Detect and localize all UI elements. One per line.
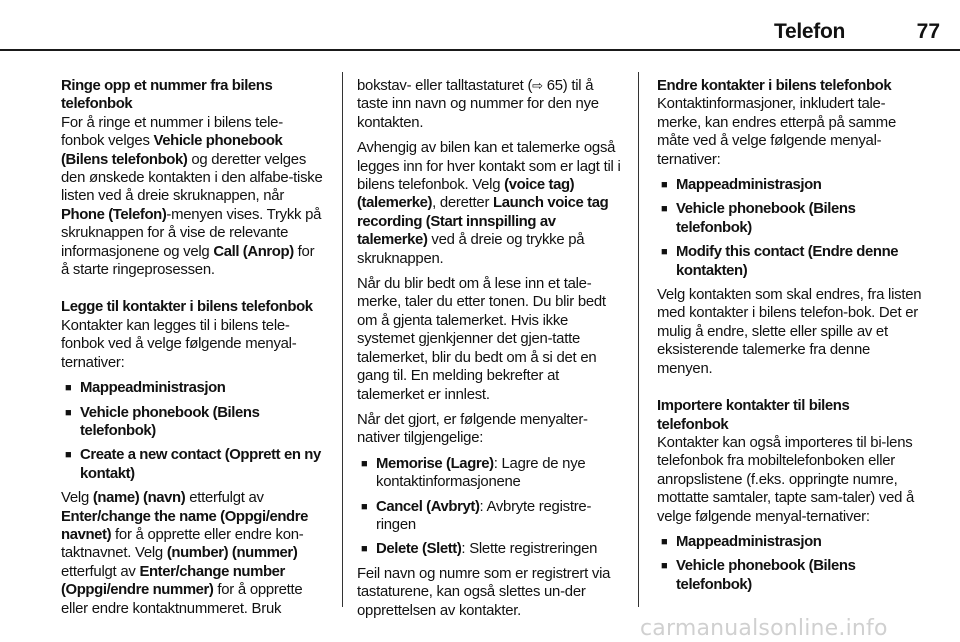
menu-term: (name) (navn)	[92, 490, 186, 507]
paragraph: Kontakter kan også importeres til bi-lens telefonbok fra mobiltelefonboken eller anropslistene (f.eks. oppringte numre, mottatte samtaler, tapte sam-taler) ved å velge følgende menyal-ternativer:	[657, 434, 915, 525]
paragraph: Feil navn og numre som er registrert via tastaturene, kan også slettes un-der opprettelsen av kontakter.	[357, 565, 611, 619]
list-item: ■ Vehicle phonebook (Bilens telefonbok)	[661, 557, 922, 594]
section-heading-import-contacts: Importere kontakter til bilens telefonbok	[657, 398, 850, 433]
section-heading-call-number: Ringe opp et nummer fra bilens telefonbok	[61, 78, 273, 113]
chapter-title: Telefon	[773, 20, 845, 43]
paragraph: Kontaktinformasjoner, inkludert tale-merke, kan endres etterpå på samme måte ved å velge følgende menyal-ternativer:	[657, 96, 896, 168]
menu-term: Enter/change number (Oppgi/endre nummer)	[61, 563, 285, 599]
list-item: ■ Vehicle phonebook (Bilens telefonbok)	[65, 404, 326, 441]
paragraph: Avhengig av bilen kan et talemerke også legges inn for hver kontakt som er lagt til i bilens telefonbok. Velg (voice tag) (talemerke), deretter Launch voice tag recording (Start innspilling av talemerke) ved å dreie og trykke på skruknappen.	[357, 140, 621, 267]
bullet-list	[357, 455, 622, 559]
page-header	[0, 0, 960, 48]
list-item: ■ Vehicle phonebook (Bilens telefonbok)	[661, 200, 922, 237]
paragraph: Når det gjort, er følgende menyalter-nativer tilgjengelige:	[357, 411, 588, 447]
list-item: ■ Mappeadministrasjon	[661, 176, 922, 194]
menu-term: (number) (nummer)	[166, 545, 298, 562]
bullet-list	[657, 533, 922, 594]
section-heading-edit-contacts: Endre kontakter i bilens telefonbok	[657, 78, 892, 94]
watermark: carmanualsonline.info	[640, 616, 888, 641]
column-2	[357, 77, 622, 627]
bullet-list	[61, 379, 326, 483]
paragraph: Når du blir bedt om å lese inn et tale-merke, taler du etter tonen. Du blir bedt om å gjenta talemerket. Hvis ikke systemet gjenkjenner det gjen-tatte talemerket, blir du bedt om å si det en gang til. En melding bekrefter at talemerket er innlest.	[357, 276, 606, 403]
list-item: ■ Memorise (Lagre): Lagre de nye kontaktinformasjonene	[361, 455, 622, 492]
page-number: 77	[916, 20, 940, 43]
bullet-list	[657, 176, 922, 280]
menu-term: Enter/change the name (Oppgi/endre navnet)	[61, 508, 309, 543]
list-item: ■ Mappeadministrasjon	[65, 379, 326, 397]
column-3	[657, 77, 922, 600]
paragraph: Kontakter kan legges til i bilens tele-fonbok ved å velge følgende menyal-ternativer:	[61, 317, 297, 371]
paragraph: Velg kontakten som skal endres, fra listen med kontakter i bilens telefon-bok. Det er mulig å endre, slette eller spille av et eksisterende talemerke fra denne menyen.	[657, 287, 922, 377]
list-item: ■ Mappeadministrasjon	[661, 533, 922, 551]
menu-term: Call (Anrop)	[213, 243, 294, 260]
header-rule	[0, 49, 960, 51]
list-item: ■ Create a new contact (Opprett en ny kontakt)	[65, 446, 326, 483]
paragraph: Velg (name) (navn) etterfulgt av Enter/change the name (Oppgi/endre navnet) for å opprette eller endre kon-taktnavnet. Velg (number) (nummer) etterfulgt av Enter/change number (Oppgi/endre nummer) for å opprette eller endre kontaktnummeret. Bruk	[61, 490, 309, 617]
menu-term: Phone (Telefon)	[61, 206, 167, 223]
section-heading-add-contacts: Legge til kontakter i bilens telefonbok	[61, 299, 313, 316]
page-reference-arrow-icon: ⇨	[532, 78, 543, 93]
menu-term: Launch voice tag recording (Start innspilling av talemerke)	[357, 195, 609, 249]
list-item: ■ Delete (Slett): Slette registreringen	[361, 540, 622, 558]
column-divider-2	[638, 72, 639, 607]
list-item: ■ Modify this contact (Endre denne kontakten)	[661, 243, 922, 280]
paragraph: bokstav- eller talltastaturet (⇨ 65) til å taste inn navn og nummer for den nye kontakten.	[357, 78, 599, 131]
menu-term: (voice tag) (talemerke)	[357, 177, 575, 212]
column-divider-1	[342, 72, 343, 607]
paragraph: For å ringe et nummer i bilens tele-fonbok velges Vehicle phonebook (Bilens telefonbok) og deretter velges den ønskede kontakten i den alfabe-tiske listen ved å dreie skruknappen, når Phone (Telefon)-menyen vises. Trykk på skruknappen for å vise de relevante informasjonene og velg Call (Anrop) for å starte ringeprosessen.	[61, 114, 323, 279]
menu-term: Vehicle phonebook (Bilens telefonbok)	[61, 133, 283, 168]
list-item: ■ Cancel (Avbryt): Avbryte registre-ringen	[361, 498, 622, 535]
column-1	[61, 77, 326, 625]
